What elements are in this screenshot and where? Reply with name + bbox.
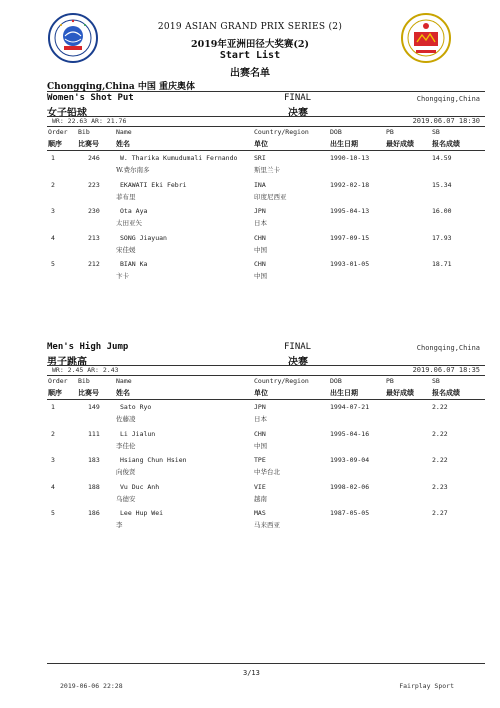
- event-name-cn: 女子铅球: [47, 108, 87, 119]
- column-header-name: Name: [116, 128, 132, 136]
- athlete-country-cn: 日本: [254, 219, 267, 227]
- event-location: Chongqing,China: [416, 95, 480, 103]
- column-header-name-cn: 姓名: [116, 388, 130, 397]
- row-bib: 149: [88, 403, 100, 411]
- row-order: 2: [51, 180, 55, 189]
- athlete-dob: 1995-04-16: [330, 429, 370, 438]
- series-title: 2019 ASIAN GRAND PRIX SERIES (2): [157, 22, 343, 32]
- athlete-country: MAS: [254, 509, 266, 517]
- column-header-country: Country/Region: [254, 128, 309, 136]
- athlete-sb: 17.93: [432, 233, 452, 242]
- column-header-dob-cn: 出生日期: [330, 139, 358, 148]
- athlete-name: Vu Duc Anh: [120, 482, 160, 491]
- column-header-bib: Bib: [78, 377, 90, 385]
- column-header-name-cn: 姓名: [116, 139, 130, 148]
- athlete-country: CHN: [254, 260, 266, 268]
- athlete-name-cn: 太田亚矢: [116, 219, 142, 227]
- row-order: 1: [51, 154, 55, 162]
- divider: [47, 399, 485, 400]
- round-label-cn: 决赛: [288, 357, 308, 368]
- column-header-sb-cn: 报名成绩: [432, 388, 460, 397]
- footer-divider: [47, 663, 485, 664]
- column-header-bib-cn: 比赛号: [78, 139, 99, 148]
- athlete-dob: 1993-09-04: [330, 456, 370, 464]
- athlete-country: SRI: [254, 154, 266, 162]
- athlete-name-cn: 卞卡: [116, 272, 129, 280]
- row-order: 5: [51, 509, 55, 517]
- column-header-name: Name: [116, 377, 132, 385]
- athlete-country-cn: 日本: [254, 415, 267, 423]
- row-bib: 212: [88, 260, 100, 268]
- start-list-title: Start List: [219, 50, 281, 61]
- row-order: 1: [51, 403, 55, 411]
- column-header-order: Order: [48, 128, 68, 136]
- athlete-country: JPN: [254, 207, 266, 215]
- athlete-name-cn: 佐藤凌: [116, 415, 136, 423]
- athlete-name: Ota Aya: [120, 207, 148, 215]
- column-header-order: Order: [48, 377, 68, 385]
- athlete-name-cn: 乌德安: [116, 494, 136, 503]
- row-bib: 183: [88, 456, 100, 464]
- athlete-country-cn: 印度尼西亚: [254, 192, 287, 201]
- records-line: WR: 22.63 AR: 21.76: [52, 117, 127, 125]
- athlete-name-cn: 李: [116, 521, 123, 529]
- column-header-pb-cn: 最好成绩: [386, 388, 414, 397]
- event-name-cn: 男子跳高: [47, 357, 87, 368]
- athlete-dob: 1998-02-06: [330, 482, 370, 491]
- series-title-cn: 2019年亚洲田径大奖赛(2): [190, 39, 310, 50]
- column-header-sb: SB: [432, 128, 440, 136]
- print-timestamp: 2019-06-06 22:28: [60, 682, 123, 690]
- event-name: Women's Shot Put: [47, 93, 134, 103]
- row-order: 3: [51, 207, 55, 215]
- athlete-country-cn: 斯里兰卡: [254, 166, 280, 174]
- athlete-dob: 1997-09-15: [330, 233, 370, 242]
- row-bib: 223: [88, 180, 100, 189]
- column-header-pb-cn: 最好成绩: [386, 139, 414, 148]
- row-bib: 186: [88, 509, 100, 517]
- athlete-country: CHN: [254, 233, 266, 242]
- athlete-country: VIE: [254, 482, 266, 491]
- column-header-bib-cn: 比赛号: [78, 388, 99, 397]
- divider: [47, 91, 485, 92]
- athlete-name: BIAN Ka: [120, 260, 148, 268]
- event-datetime: 2019.06.07 18:30: [412, 117, 480, 125]
- athlete-dob: 1990-10-13: [330, 154, 370, 162]
- chinese-athletics-logo: [400, 12, 452, 64]
- column-header-dob: DOB: [330, 377, 342, 385]
- column-header-dob-cn: 出生日期: [330, 388, 358, 397]
- athlete-country-cn: 中国: [254, 272, 267, 280]
- athlete-dob: 1992-02-18: [330, 180, 370, 189]
- athlete-dob: 1994-07-21: [330, 403, 370, 411]
- row-order: 4: [51, 482, 55, 491]
- athlete-name-cn: 李佳伦: [116, 441, 136, 450]
- records-line: WR: 2.45 AR: 2.43: [52, 366, 119, 374]
- venue: Chongqing,China 中国 重庆奥体: [47, 82, 195, 92]
- athlete-name: SONG Jiayuan: [120, 233, 167, 242]
- row-bib: 230: [88, 207, 100, 215]
- athlete-name: Lee Hup Wei: [120, 509, 164, 517]
- row-bib: 213: [88, 233, 100, 242]
- athlete-sb: 16.00: [432, 207, 452, 215]
- start-list-title-cn: 出赛名单: [230, 68, 270, 79]
- athlete-country-cn: 中华台北: [254, 468, 280, 476]
- athlete-sb: 18.71: [432, 260, 452, 268]
- column-header-order-cn: 顺序: [48, 388, 62, 397]
- row-order: 2: [51, 429, 55, 438]
- athlete-country-cn: 中国: [254, 245, 267, 254]
- athlete-name: Sato Ryo: [120, 403, 152, 411]
- athlete-dob: 1987-05-05: [330, 509, 370, 517]
- athlete-name-cn: 宋佳媛: [116, 245, 136, 254]
- vendor-name: Fairplay Sport: [399, 682, 454, 690]
- athlete-country: TPE: [254, 456, 266, 464]
- row-bib: 188: [88, 482, 100, 491]
- athlete-sb: 2.22: [432, 456, 448, 464]
- column-header-sb-cn: 报名成绩: [432, 139, 460, 148]
- athlete-sb: 2.23: [432, 482, 448, 491]
- athlete-name-cn: 向俊贤: [116, 468, 136, 476]
- event-location: Chongqing,China: [416, 344, 480, 352]
- athlete-sb: 2.22: [432, 403, 448, 411]
- column-header-country-cn: 单位: [254, 139, 268, 148]
- round-label: FINAL: [284, 93, 312, 103]
- round-label: FINAL: [284, 342, 312, 352]
- row-order: 5: [51, 260, 55, 268]
- athlete-name: Hsiang Chun Hsien: [120, 456, 187, 464]
- athlete-country-cn: 越南: [254, 494, 267, 503]
- row-bib: 111: [88, 429, 100, 438]
- column-header-country: Country/Region: [254, 377, 309, 385]
- column-header-bib: Bib: [78, 128, 90, 136]
- divider: [47, 150, 485, 151]
- divider: [47, 375, 485, 376]
- athlete-name: EKAWATI Eki Febri: [120, 180, 187, 189]
- athlete-dob: 1993-01-05: [330, 260, 370, 268]
- athlete-country-cn: 马来西亚: [254, 521, 280, 529]
- row-order: 3: [51, 456, 55, 464]
- athlete-dob: 1995-04-13: [330, 207, 370, 215]
- athlete-name-cn: 菲布里: [116, 192, 136, 201]
- round-label-cn: 决赛: [288, 108, 308, 119]
- row-bib: 246: [88, 154, 100, 162]
- column-header-order-cn: 顺序: [48, 139, 62, 148]
- column-header-pb: PB: [386, 377, 394, 385]
- athlete-country: INA: [254, 180, 266, 189]
- column-header-country-cn: 单位: [254, 388, 268, 397]
- event-datetime: 2019.06.07 18:35: [412, 366, 480, 374]
- asian-athletics-logo: [47, 12, 99, 64]
- divider: [47, 126, 485, 127]
- column-header-sb: SB: [432, 377, 440, 385]
- athlete-name: Li Jialun: [120, 429, 156, 438]
- athlete-sb: 14.59: [432, 154, 452, 162]
- athlete-name: W. Tharika Kumudumali Fernando: [120, 154, 238, 162]
- athlete-sb: 2.27: [432, 509, 448, 517]
- column-header-pb: PB: [386, 128, 394, 136]
- column-header-dob: DOB: [330, 128, 342, 136]
- athlete-sb: 2.22: [432, 429, 448, 438]
- row-order: 4: [51, 233, 55, 242]
- athlete-country: CHN: [254, 429, 266, 438]
- page-number: 3/13: [243, 669, 260, 677]
- athlete-name-cn: W.费尔南多: [116, 166, 150, 174]
- athlete-sb: 15.34: [432, 180, 452, 189]
- athlete-country: JPN: [254, 403, 266, 411]
- athlete-country-cn: 中国: [254, 441, 267, 450]
- event-name: Men's High Jump: [47, 342, 129, 352]
